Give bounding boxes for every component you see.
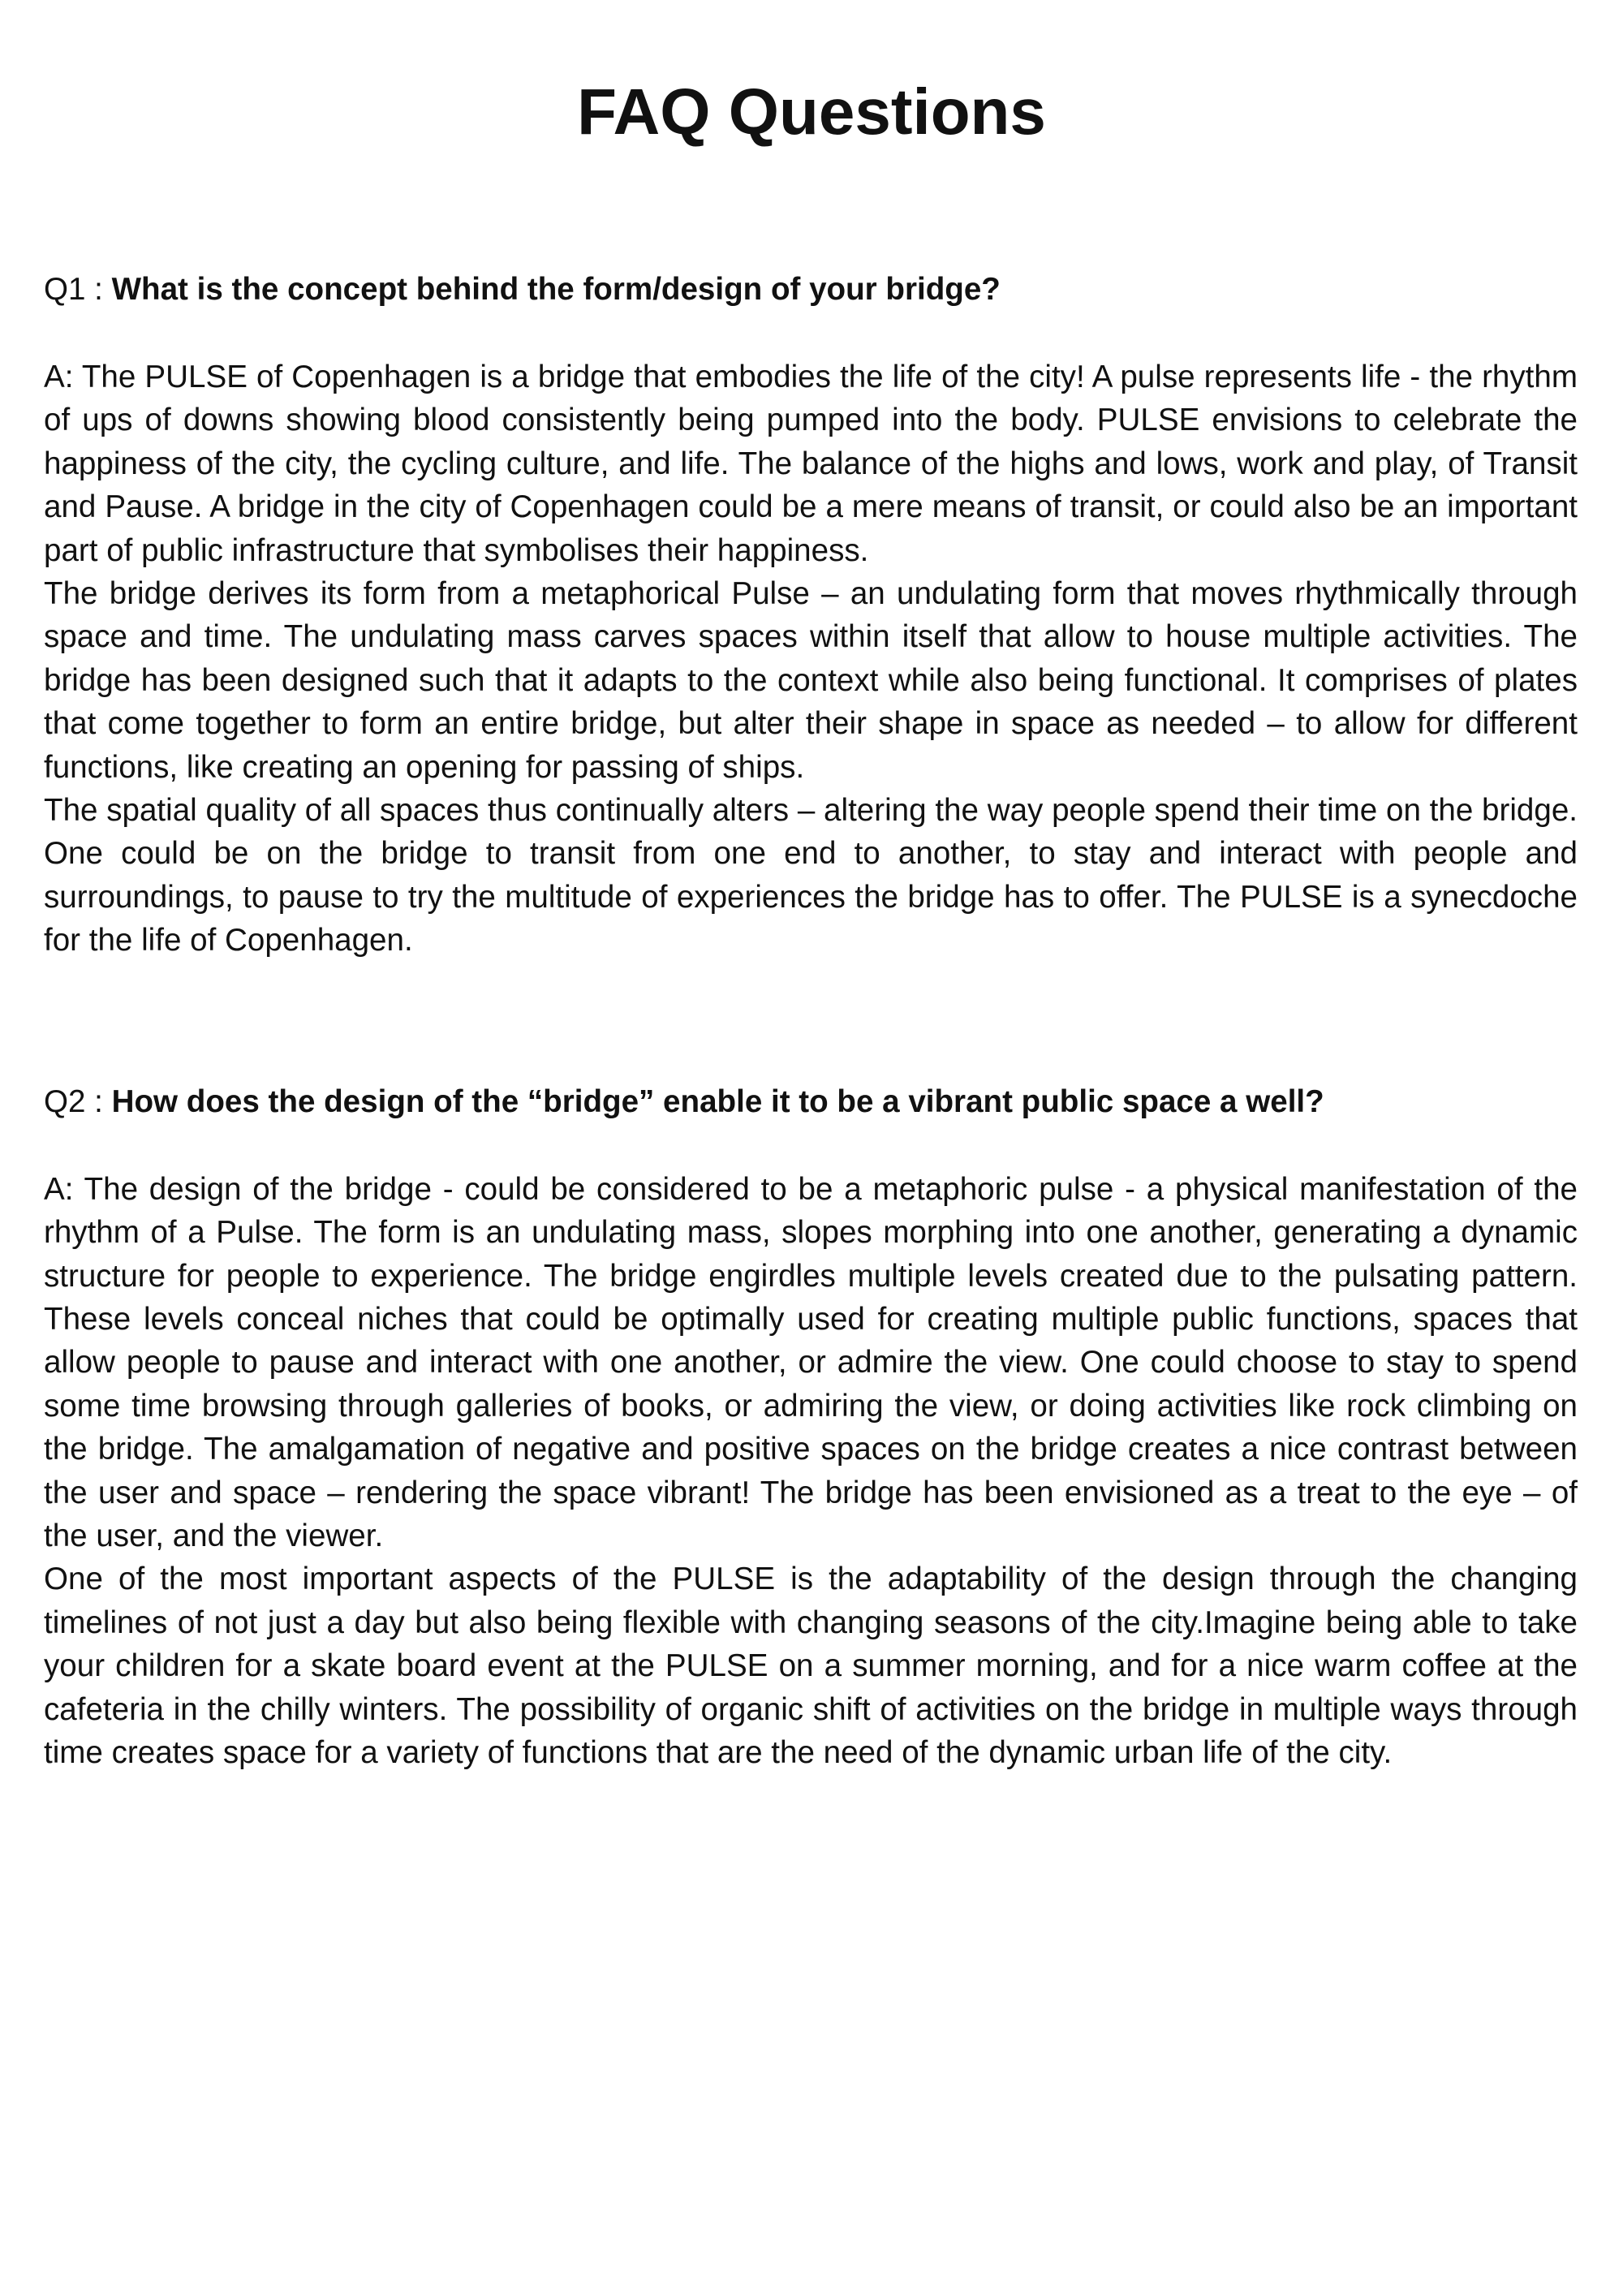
answer-paragraph: One of the most important aspects of the PULSE is the adaptability of the design through the changing timelines of not just a day but also being flexible with changing seasons of the city.Imagine being able to take your children for a skate board event at the PULSE on a summer morning, and for a nice warm coffee at the cafeteria in the chilly winters. The possibility of organic shift of activities on the bridge in multiple ways through time creates space for a variety of functions that are the need of the dynamic urban life of the city.	[44, 1562, 1578, 1770]
faq-answer-2	[44, 1168, 1578, 1775]
faq-question-2	[44, 1080, 1578, 1124]
faq-content	[44, 268, 1578, 1774]
question-text: How does the design of the “bridge” enable it to be a vibrant public space a well?	[111, 1083, 1324, 1119]
faq-answer-1	[44, 355, 1578, 963]
question-prefix: Q2 :	[44, 1083, 103, 1119]
question-prefix: Q1 :	[44, 272, 103, 307]
question-text: What is the concept behind the form/design of your bridge?	[111, 272, 1001, 307]
answer-paragraph: The spatial quality of all spaces thus continually alters – altering the way people spend their time on the bridge. One could be on the bridge to transit from one end to another, to stay and interact with people and surroundings, to pause to try the multitude of experiences the bridge has to offer. The PULSE is a synecdoche for the life of Copenhagen.	[44, 793, 1578, 958]
faq-question-1	[44, 268, 1578, 312]
page-title: FAQ Questions	[577, 75, 1046, 148]
answer-paragraph: A: The design of the bridge - could be considered to be a metaphoric pulse - a physical manifestation of the rhythm of a Pulse. The form is an undulating mass, slopes morphing into one another, generating a dynamic structure for people to experience. The bridge engirdles multiple levels created due to the pulsating pattern. These levels conceal niches that could be optimally used for creating multiple public functions, spaces that allow people to pause and interact with one another, or admire the view. One could choose to stay to spend some time browsing through galleries of books, or admiring the view, or doing activities like rock climbing on the bridge. The amalgamation of negative and positive spaces on the bridge creates a nice contrast between the user and space – rendering the space vibrant! The bridge has been envisioned as a treat to the eye – of the user, and the viewer.	[44, 1171, 1578, 1553]
answer-paragraph: A: The PULSE of Copenhagen is a bridge that embodies the life of the city! A pulse represents life - the rhythm of ups of downs showing blood consistently being pumped into the body. PULSE envisions to celebrate the happiness of the city, the cycling culture, and life. The balance of the highs and lows, work and play, of Transit and Pause. A bridge in the city of Copenhagen could be a mere means of transit, or could also be an important part of public infrastructure that symbolises their happiness.	[44, 360, 1578, 568]
answer-paragraph: The bridge derives its form from a metaphorical Pulse – an undulating form that moves rhythmically through space and time. The undulating mass carves spaces within itself that allow to house multiple activities. The bridge has been designed such that it adapts to the context while also being functional. It comprises of plates that come together to form an entire bridge, but alter their shape in space as needed – to allow for different functions, like creating an opening for passing of ships.	[44, 576, 1578, 785]
